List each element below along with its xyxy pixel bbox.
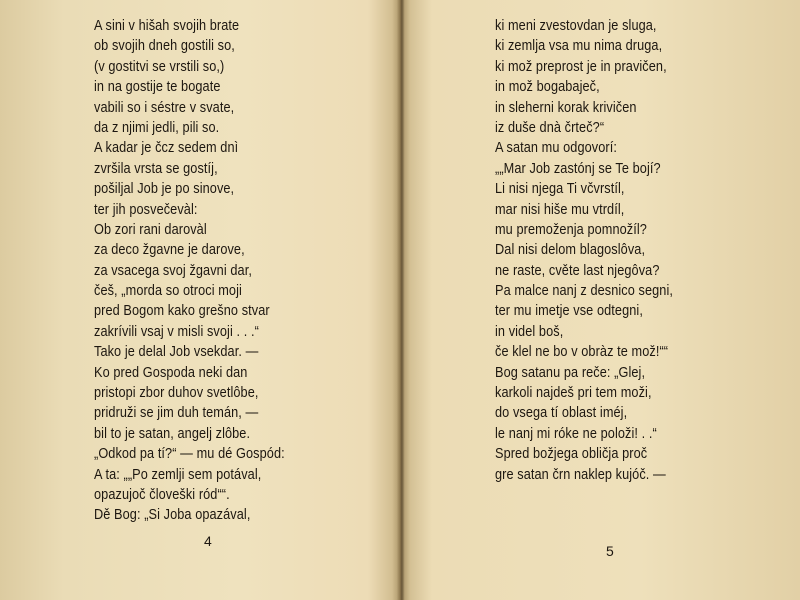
verse-line: A ta: „„Po zemlji sem potával, <box>94 466 262 483</box>
verse-line: mu premoženja pomnožíl? <box>495 221 647 238</box>
verse-line: Ob zori rani darovàl <box>94 221 207 238</box>
verse-line: ter mu imetje vse odtegni, <box>495 303 643 320</box>
right-page <box>402 0 800 600</box>
verse-line: Li nisi njega Ti včvrstíl, <box>495 181 625 198</box>
verse-line: ki mož preprost je in pravičen, <box>495 58 667 75</box>
verse-line: zakrívili vsaj v misli svoji . . .“ <box>94 323 259 340</box>
verse-line: pošiljal Job je po sinove, <box>94 181 235 198</box>
verse-line: in mož bogabaječ, <box>495 79 600 96</box>
verse-line: opazujoč človeški ród““. <box>94 486 230 503</box>
verse-line: Dal nisi delom blagoslôva, <box>495 242 646 259</box>
verse-line: do vsega tí oblast iméj, <box>495 405 628 422</box>
verse-line: pred Bogom kako grešno stvar <box>94 303 270 320</box>
verse-line: Spred božjega obličja proč <box>495 446 648 463</box>
right-page-text <box>495 16 702 485</box>
verse-line: za vsacega svoj žgavni dar, <box>94 262 252 279</box>
verse-line: „Odkod pa tí?“ — mu dé Gospód: <box>94 446 285 463</box>
verse-line: češ, „morda so otroci moji <box>94 283 242 300</box>
verse-line: ki meni zvestovdan je sluga, <box>495 18 657 34</box>
verse-line: le nanj mi róke ne položi! . .“ <box>495 425 657 442</box>
verse-line: Pa malce nanj z desnico segni, <box>495 283 674 300</box>
verse-line: A sini v hišah svojih brate <box>94 18 240 34</box>
verse-line: zvršila vrsta se gostíj, <box>94 160 218 177</box>
verse-line: (v gostitvi se vrstili so,) <box>94 58 225 75</box>
verse-line: Tako je delal Job vsekdar. — <box>94 344 259 361</box>
left-page-number: 4 <box>204 533 212 549</box>
verse-line: Bog satanu pa reče: „Glej, <box>495 364 646 381</box>
verse-line: mar nisi hiše mu vtrdíl, <box>495 201 625 218</box>
right-page-number: 5 <box>606 543 614 559</box>
verse-line: ter jih posvečevàl: <box>94 201 198 218</box>
verse-line: če klel ne bo v obràz te mož!““ <box>495 344 669 361</box>
verse-line: gre satan črn naklep kujóč. — <box>495 466 666 483</box>
verse-line: „„Mar Job zastónj se Te bojí? <box>495 160 661 177</box>
verse-line: karkoli najdeš pri tem moži, <box>495 385 652 402</box>
verse-line: iz duše dnà črteč?“ <box>495 119 605 136</box>
verse-line: Dě Bog: „Si Joba opazával, <box>94 507 251 524</box>
verse-line: A kadar je čcz sedem dnì <box>94 140 239 157</box>
verse-line: pridruži se jim duh temán, — <box>94 405 259 422</box>
verse-line: vabili so i séstre v svate, <box>94 99 235 116</box>
left-page-text <box>94 16 316 526</box>
verse-line: in na gostije te bogate <box>94 79 221 96</box>
verse-line: ne raste, cvěte last njegôva? <box>495 262 660 279</box>
verse-line: Ko pred Gospoda neki dan <box>94 364 248 381</box>
verse-line: ob svojih dneh gostili so, <box>94 38 235 55</box>
verse-line: A satan mu odgovorí: <box>495 140 617 157</box>
verse-line: bil to je satan, angelj zlôbe. <box>94 425 251 442</box>
left-page <box>0 0 398 600</box>
verse-line: in sleherni korak krivičen <box>495 99 637 116</box>
verse-line: za deco žgavne je darove, <box>94 242 245 259</box>
verse-line: pristopi zbor duhov svetlôbe, <box>94 385 259 402</box>
verse-line: ki zemlja vsa mu nima druga, <box>495 38 663 55</box>
verse-line: in videl boš, <box>495 323 564 340</box>
verse-line: da z njimi jedli, pili so. <box>94 119 220 136</box>
